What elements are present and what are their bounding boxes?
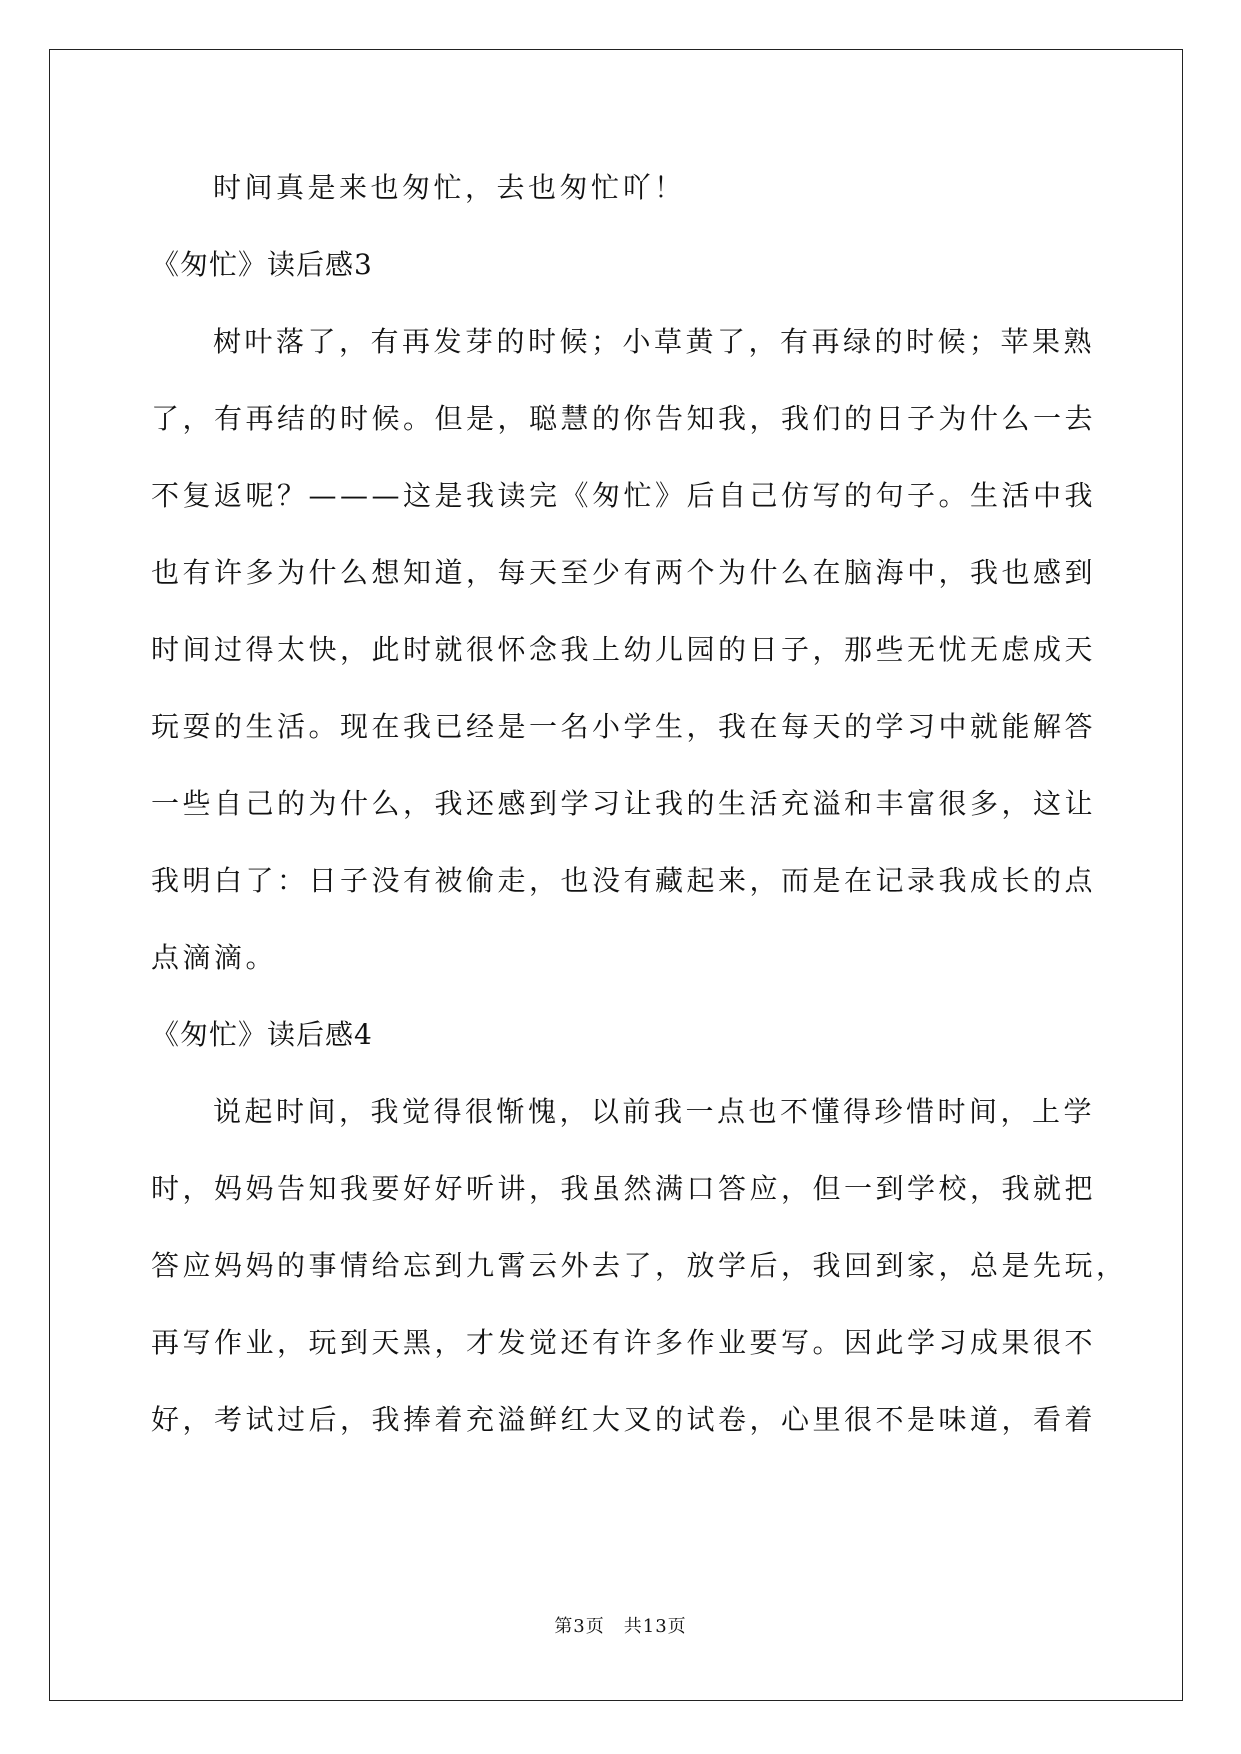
paragraph-line: 树叶落了，有再发芽的时候；小草黄了，有再绿的时候；苹果熟	[213, 325, 1096, 358]
paragraph-line: 时，妈妈告知我要好好听讲，我虽然满口答应，但一到学校，我就把	[151, 1172, 1097, 1205]
paragraph-line: 玩耍的生活。现在我已经是一名小学生，我在每天的学习中就能解答	[151, 710, 1097, 743]
paragraph-line: 说起时间，我觉得很惭愧，以前我一点也不懂得珍惜时间，上学	[213, 1095, 1096, 1128]
paragraph-line: 答应妈妈的事情给忘到九霄云外去了，放学后，我回到家，总是先玩，	[151, 1249, 1128, 1282]
paragraph-line: 时间真是来也匆忙，去也匆忙吖！	[213, 171, 686, 204]
paragraph-line: 不复返呢？———这是我读完《匆忙》后自己仿写的句子。生活中我	[151, 479, 1097, 512]
paragraph-line: 再写作业，玩到天黑，才发觉还有许多作业要写。因此学习成果很不	[151, 1326, 1097, 1359]
section-heading: 《匆忙》读后感4	[151, 1018, 373, 1051]
paragraph-line: 也有许多为什么想知道，每天至少有两个为什么在脑海中，我也感到	[151, 556, 1097, 589]
paragraph-line: 了，有再结的时候。但是，聪慧的你告知我，我们的日子为什么一去	[151, 402, 1097, 435]
paragraph-line: 时间过得太快，此时就很怀念我上幼儿园的日子，那些无忧无虑成天	[151, 633, 1097, 666]
paragraph-line: 好，考试过后，我捧着充溢鲜红大叉的试卷，心里很不是味道，看着	[151, 1403, 1097, 1436]
paragraph-line: 一些自己的为什么，我还感到学习让我的生活充溢和丰富很多，这让	[151, 787, 1097, 820]
page-number-footer: 第3页 共13页	[554, 1616, 687, 1637]
paragraph-line: 点滴滴。	[151, 941, 278, 974]
paragraph-line: 我明白了：日子没有被偷走，也没有藏起来，而是在记录我成长的点	[151, 864, 1097, 897]
section-heading: 《匆忙》读后感3	[151, 248, 373, 281]
